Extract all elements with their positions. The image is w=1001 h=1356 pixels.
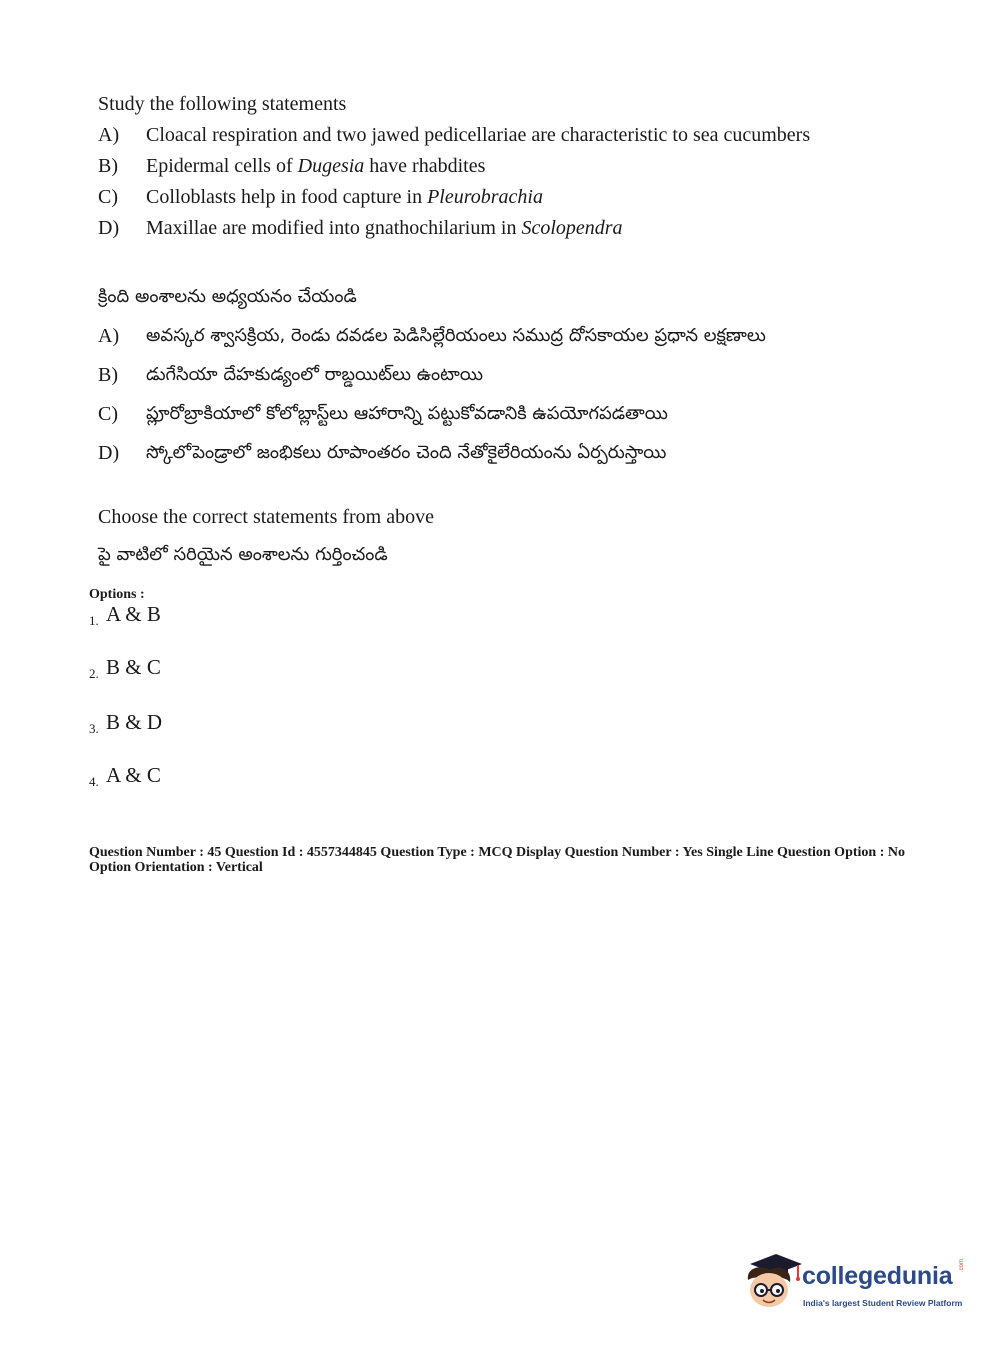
option-number: 4. [89,774,99,789]
statement-c-en [0,185,1001,209]
statement-a-te [0,324,1001,348]
collegedunia-logo [740,1250,980,1320]
statement-letter: C) [98,186,118,208]
statement-text: Cloacal respiration and two jawed pedicellariae are characteristic to sea cucumbers [146,124,811,146]
option-4[interactable] [0,763,400,791]
option-number: 3. [89,721,99,736]
statement-d-te [0,441,1001,465]
option-text: A & C [106,763,161,787]
statement-text [146,216,623,240]
statement-text-telugu: అవస్కర శ్వాసక్రియ, రెండు దవడల పెడిసిల్లేరియంలు సముద్ర దోసకాయల ప్రధాన లక్షణాలు [146,325,766,346]
logo-tagline: India's largest Student Review Platform [803,1298,963,1308]
statement-text-before: Maxillae are modified into gnathochilarium in [146,217,522,239]
species-name: Pleurobrachia [427,186,543,208]
statement-letter: B) [98,364,118,386]
statement-b-te [0,363,1001,387]
statement-d-en [0,216,1001,240]
statement-text-before: Epidermal cells of [146,155,298,177]
statement-text [146,185,543,209]
question-intro: Study the following statements [98,93,347,115]
species-name: Scolopendra [521,217,623,239]
logo-wordmark: collegedunia [802,1262,953,1290]
mascot-icon [740,1250,802,1312]
statement-text-after: have rhabdites [364,155,486,177]
logo-domain: .com [959,1258,965,1272]
option-text: B & C [106,655,161,679]
statement-letter: A) [98,124,120,146]
option-3[interactable] [0,710,400,738]
statement-text-telugu: ప్లూరోబ్రాకియాలో కోలోబ్లాస్ట్‌లు ఆహారాన్ని పట్టుకోవడానికి ఉపయోగపడతాయి [146,403,668,424]
options-label: Options : [89,587,145,602]
statement-letter: D) [98,442,120,464]
option-1[interactable] [0,602,400,630]
statement-text-telugu: డుగేసియా దేహకుడ్యంలో రాబ్డయిట్‌లు ఉంటాయి [146,364,484,385]
statement-letter: C) [98,403,118,425]
option-number: 1. [89,613,99,628]
statement-text-before: Colloblasts help in food capture in [146,186,428,208]
question-prompt-telugu: పై వాటిలో సరియైన అంశాలను గుర్తించండి [98,544,388,565]
option-text: B & D [106,710,163,734]
statement-letter: B) [98,155,118,177]
species-name: Dugesia [297,155,365,177]
option-text: A & B [106,602,161,626]
question-prompt: Choose the correct statements from above [98,506,434,528]
statement-c-te [0,402,1001,426]
statement-text-telugu: స్కోలోపెండ్రాలో జంభికలు రూపాంతరం చెంది నేతోకైలేరియంను ఏర్పరుస్తాయి [146,442,667,463]
statement-letter: A) [98,325,120,347]
statement-text [146,154,485,178]
statement-a-en [0,123,1001,147]
option-number: 2. [89,666,99,681]
question-metadata: Question Number : 45 Question Id : 4557344845 Question Type : MCQ Display Question Number : Yes Single Line Question Option : No Option Orientation : Vertical [89,845,905,875]
question-intro-telugu: క్రింది అంశాలను అధ్యయనం చేయండి [98,286,357,307]
statement-b-en [0,154,1001,178]
statement-letter: D) [98,217,120,239]
option-2[interactable] [0,655,400,683]
